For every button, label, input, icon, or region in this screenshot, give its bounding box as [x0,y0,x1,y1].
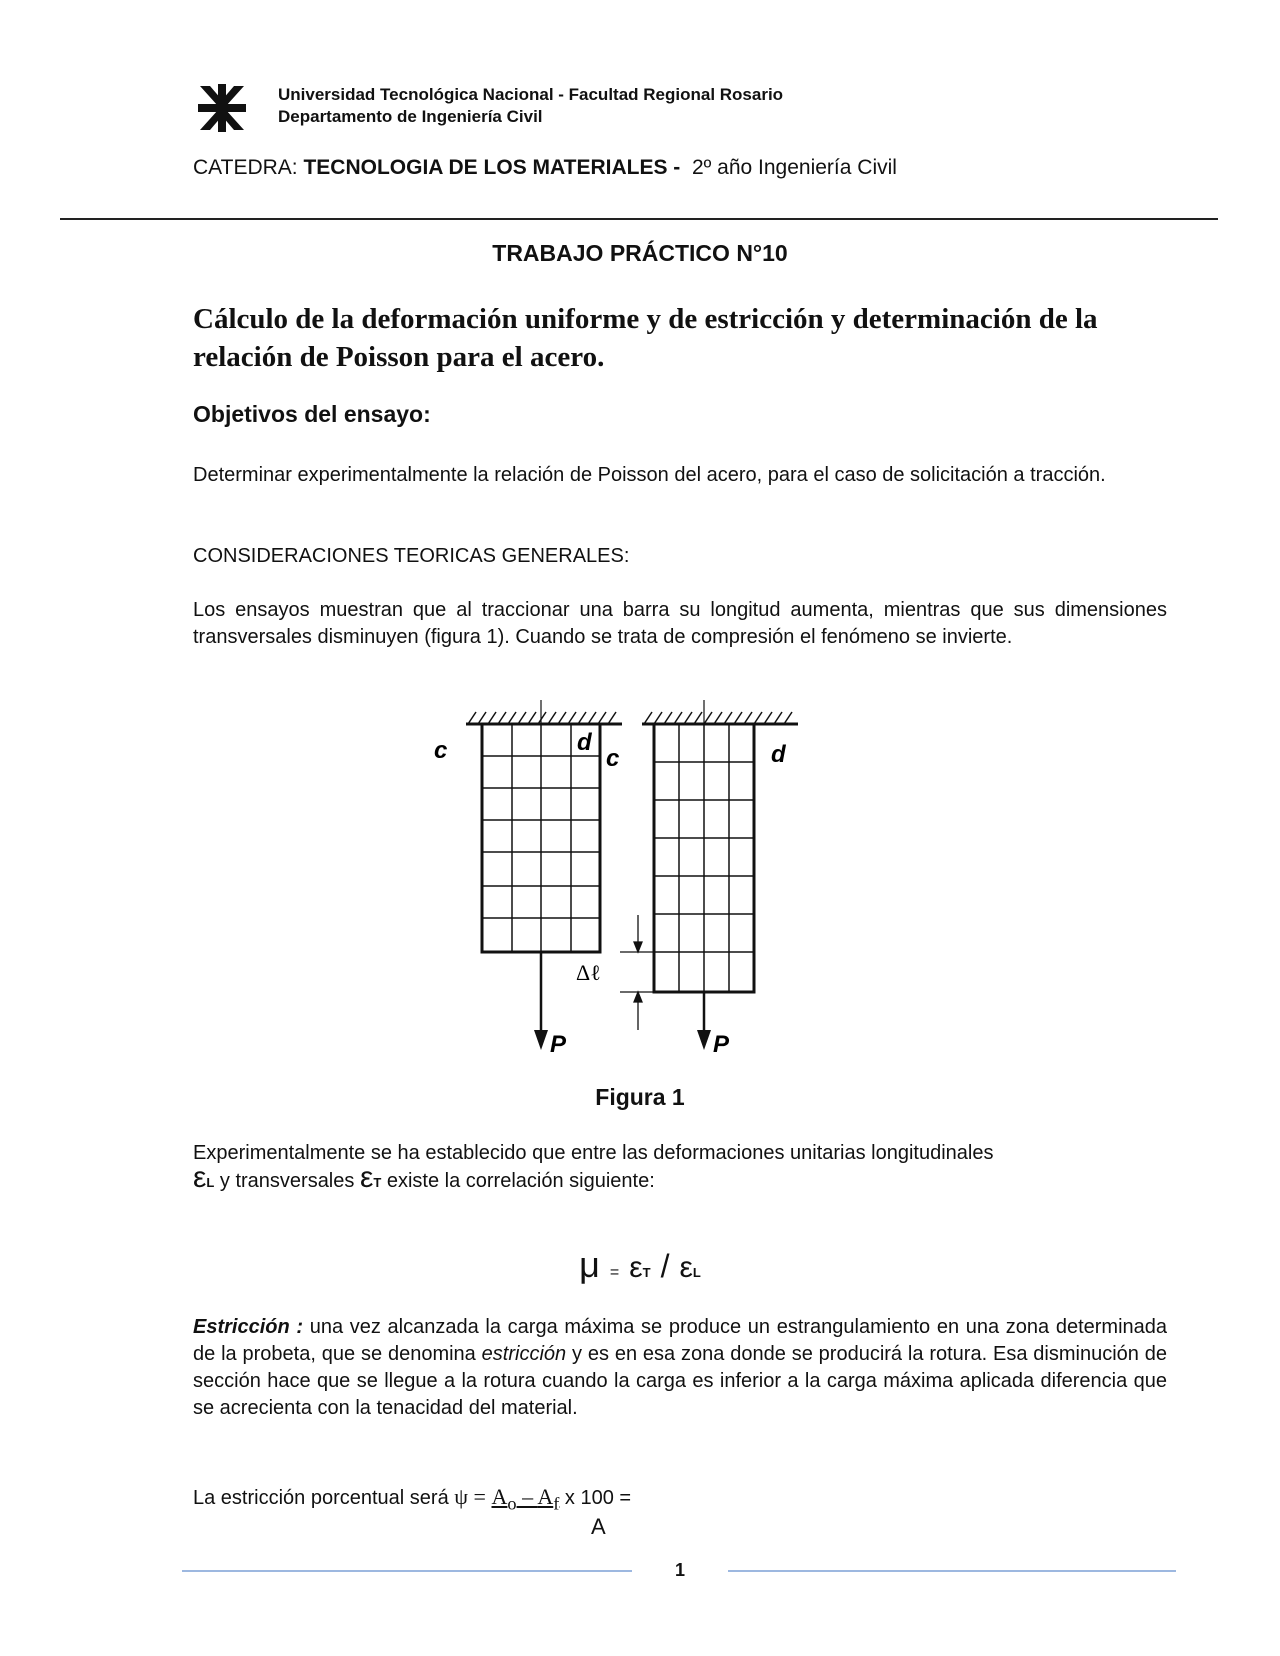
correlation-text-1: Experimentalmente se ha establecido que entre las deformaciones unitarias longitudinales [193,1142,994,1164]
label-d-right: d [771,741,786,768]
header-divider [60,218,1218,220]
figure-caption: Figura 1 [595,1084,685,1110]
label-p-left: P [550,1031,567,1058]
label-p-right: P [713,1031,730,1058]
correlation-text-2: y transversales [214,1170,360,1192]
percent-formula-line [193,1484,631,1514]
epsilon-l: ε [679,1251,693,1284]
numerator: $A_o - A_f$ [491,1484,560,1514]
divide-slash: / [660,1248,670,1284]
label-d-left: d [577,729,592,756]
department-name: Departamento de Ingeniería Civil [278,107,543,126]
considerations-heading: CONSIDERACIONES TEORICAS GENERALES: [193,545,630,567]
percent-lead: La estricción porcentual será [193,1487,455,1509]
poisson-formula [0,1244,1280,1286]
catedra-name: TECNOLOGIA DE LOS MATERIALES - [303,156,681,179]
subscript-t: T [373,1175,382,1190]
course-year: 2º año Ingeniería Civil [691,156,897,179]
label-c-left: c [434,737,448,764]
psi-symbol: ψ = [454,1484,486,1509]
main-title: Cálculo de la deformación uniforme y de estricción y determinación de la relación de Poisson para el acero. [193,303,1098,373]
page-number: 1 [674,1560,685,1580]
university-name: Universidad Tecnológica Nacional - Facultad Regional Rosario [278,85,784,104]
subscript-l: L [692,1265,701,1280]
considerations-text: Los ensayos muestran que al traccionar una barra su longitud aumenta, mientras que sus dimensiones transversales disminuyen (figura 1). Cuando se trata de compresión el fenómeno se invierte. [193,599,1167,648]
right-support-hatching [642,712,798,724]
estriccion-heading: Estricción : [193,1316,304,1338]
practice-title: TRABAJO PRÁCTICO N°10 [492,240,788,266]
subscript-l: L [206,1175,215,1190]
left-support-hatching [466,712,622,724]
epsilon-symbol: ε [193,1161,207,1194]
header-institution [278,84,783,128]
correlation-text-3: existe la correlación siguiente: [386,1170,655,1192]
objectives-heading: Objetivos del ensayo: [193,401,431,427]
label-c-right: c [606,745,620,772]
left-load-arrow [534,952,548,1050]
subscript-t: T [642,1265,651,1280]
right-load-arrow [697,992,711,1050]
figure-1-diagram [430,700,830,1060]
percent-tail: x 100 = [559,1487,632,1509]
catedra-line [193,156,897,180]
elongation-dimension [620,915,654,1030]
label-delta-l: Δℓ [576,960,601,985]
epsilon-symbol: ε [359,1161,374,1194]
utn-logo [194,82,250,134]
estriccion-italic: estricción [481,1343,567,1365]
estriccion-paragraph [193,1314,1167,1422]
objectives-text: Determinar experimentalmente la relación de Poisson del acero, para el caso de solicitación a tracción. [193,464,1106,486]
correlation-line-2 [193,1161,1167,1196]
equals-sign: = [609,1264,620,1281]
estriccion-text-a: una vez alcanzada la carga máxima se produce un estrangulamiento en una zona determinada de la probeta, que se denomina [193,1316,1168,1365]
estriccion-text-b: y es en esa zona donde se producirá la rotura. Esa disminución de sección hace que se llegue a la rotura cuando la carga es inferior a la carga máxima aplicada diferencia que se acrecienta con la tenacidad del material. [193,1343,1168,1419]
denominator: A [591,1514,606,1539]
mu-symbol: μ [579,1244,600,1285]
catedra-label: CATEDRA: [193,156,298,179]
epsilon-t: ε [629,1251,643,1284]
right-bar-grid [654,700,754,992]
